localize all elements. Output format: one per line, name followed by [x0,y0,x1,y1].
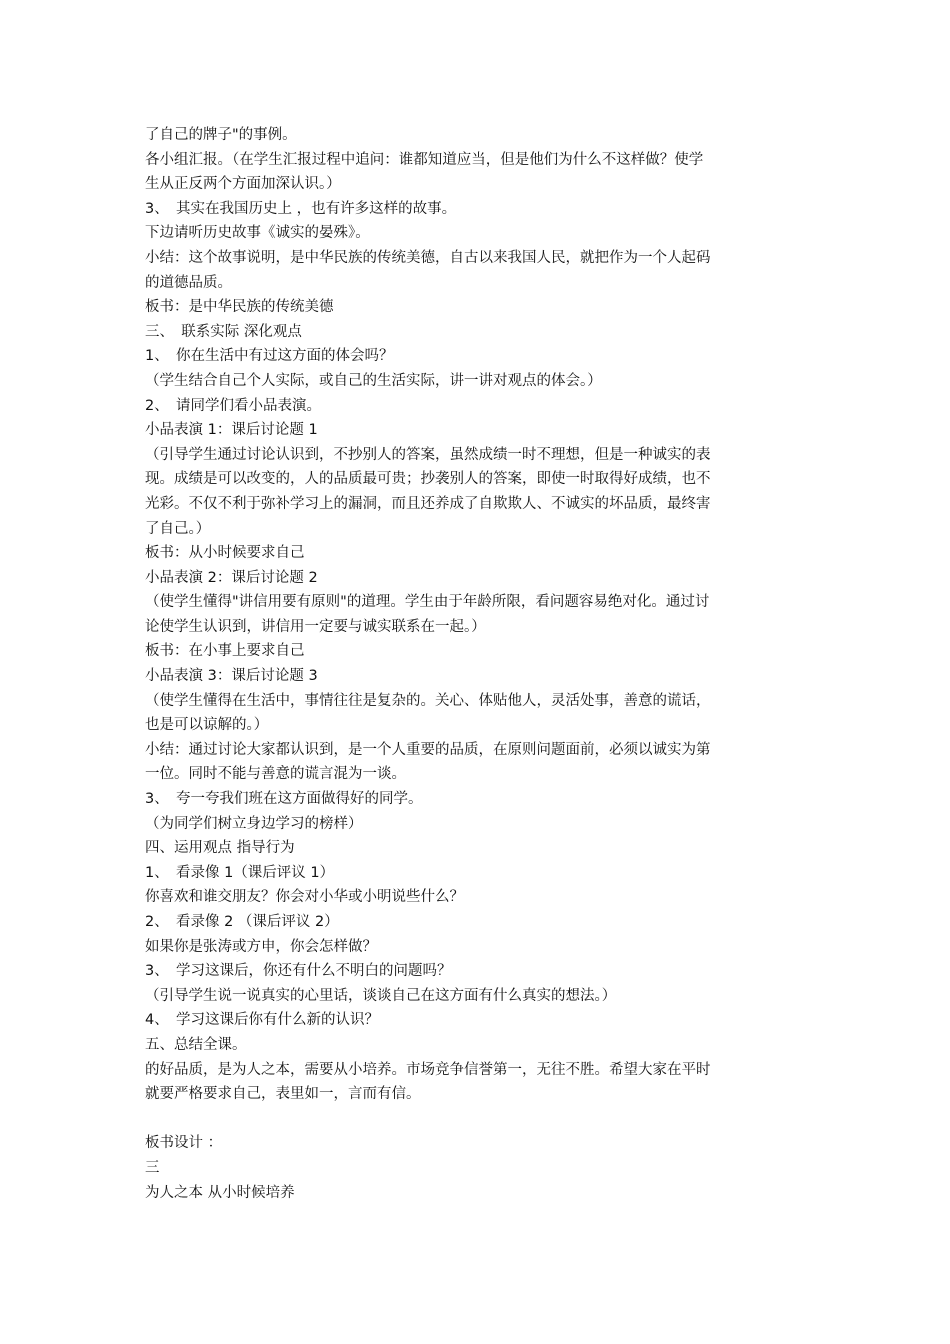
text-line: 3、 学习这课后，你还有什么不明白的问题吗？ [145,963,452,980]
text-line: 小品表演 2：课后讨论题 2 [145,569,318,586]
text-line: 2、 看录像 2 （课后评议 2） [145,914,339,930]
text-line: 下边请听历史故事《诚实的晏殊》。 [145,225,370,242]
text-line: 如果你是张涛或方申，你会怎样做？ [145,938,377,955]
text-line: 为人之本 从小时候培养 [145,1184,295,1201]
section-heading: 五、总结全课。 [145,1036,247,1053]
text-line: 也是可以谅解的。） [145,717,269,734]
text-line: 小品表演 1：课后讨论题 1 [145,422,318,439]
text-line: 一位。同时不能与善意的谎言混为一谈。 [145,766,406,783]
text-line: （引导学生通过讨论认识到，不抄别人的答案，虽然成绩一时不理想，但是一种诚实的表 [145,446,711,463]
section-heading: 四、运用观点 指导行为 [145,840,295,857]
section-heading: 三、 联系实际 深化观点 [145,323,302,340]
text-line: 生从正反两个方面加深认识。） [145,176,341,193]
text-line: 1、 你在生活中有过这方面的体会吗？ [145,348,394,365]
blank-line [145,1107,813,1132]
document-body [145,123,813,1205]
text-line: 板书：在小事上要求自己 [145,643,305,660]
text-line: （使学生懂得"讲信用要有原则"的道理。学生由于年龄所限，看问题容易绝对化。通过讨 [145,594,710,611]
text-line: 了自己的牌子"的事例。 [145,127,297,143]
text-line: 了自己。） [145,520,211,537]
text-line: 的好品质，是为人之本，需要从小培养。市场竞争信誉第一，无往不胜。希望大家在平时 [145,1061,711,1078]
text-line: 板书：是中华民族的传统美德 [145,299,334,316]
board-design-heading: 板书设计 ： [145,1135,223,1152]
text-line: 小品表演 3：课后讨论题 3 [145,668,318,685]
text-line: 4、 学习这课后你有什么新的认识？ [145,1012,379,1029]
text-line: （学生结合自己个人实际，或自己的生活实际，讲一讲对观点的体会。） [145,372,602,389]
text-line: 小结：通过讨论大家都认识到，是一个人重要的品质，在原则问题面前，必须以诚实为第 [145,741,711,758]
text-line: 各小组汇报。（在学生汇报过程中追问：谁都知道应当，但是他们为什么不这样做？使学 [145,151,704,168]
text-line: 3、 夸一夸我们班在这方面做得好的同学。 [145,791,423,808]
text-line: 你喜欢和谁交朋友？你会对小华或小明说些什么？ [145,889,464,906]
text-line: 2、 请同学们看小品表演。 [145,397,321,414]
text-line: 现。成绩是可以改变的，人的品质最可贵；抄袭别人的答案，即使一时取得好成绩，也不 [145,471,711,488]
text-line: （引导学生说一说真实的心里话，谈谈自己在这方面有什么真实的想法。） [145,987,617,1004]
text-line: 3、 其实在我国历史上 ，也有许多这样的故事。 [145,200,457,217]
text-line: 光彩。不仅不利于弥补学习上的漏洞，而且还养成了自欺欺人、不诚实的坏品质，最终害 [145,495,711,512]
text-line: 就要严格要求自己，表里如一，言而有信。 [145,1086,421,1103]
text-line: （为同学们树立身边学习的榜样） [145,815,363,832]
text-line: 论使学生认识到，讲信用一定要与诚实联系在一起。） [145,618,486,635]
text-line: 小结：这个故事说明，是中华民族的传统美德，自古以来我国人民，就把作为一个人起码 [145,249,711,266]
text-line: 1、 看录像 1（课后评议 1） [145,864,335,881]
text-line: 三 [145,1159,160,1176]
text-line: 板书：从小时候要求自己 [145,545,305,562]
text-line: 的道德品质。 [145,274,232,291]
text-line: （使学生懂得在生活中，事情往往是复杂的。关心、体贴他人，灵活处事，善意的谎话， [145,692,711,709]
